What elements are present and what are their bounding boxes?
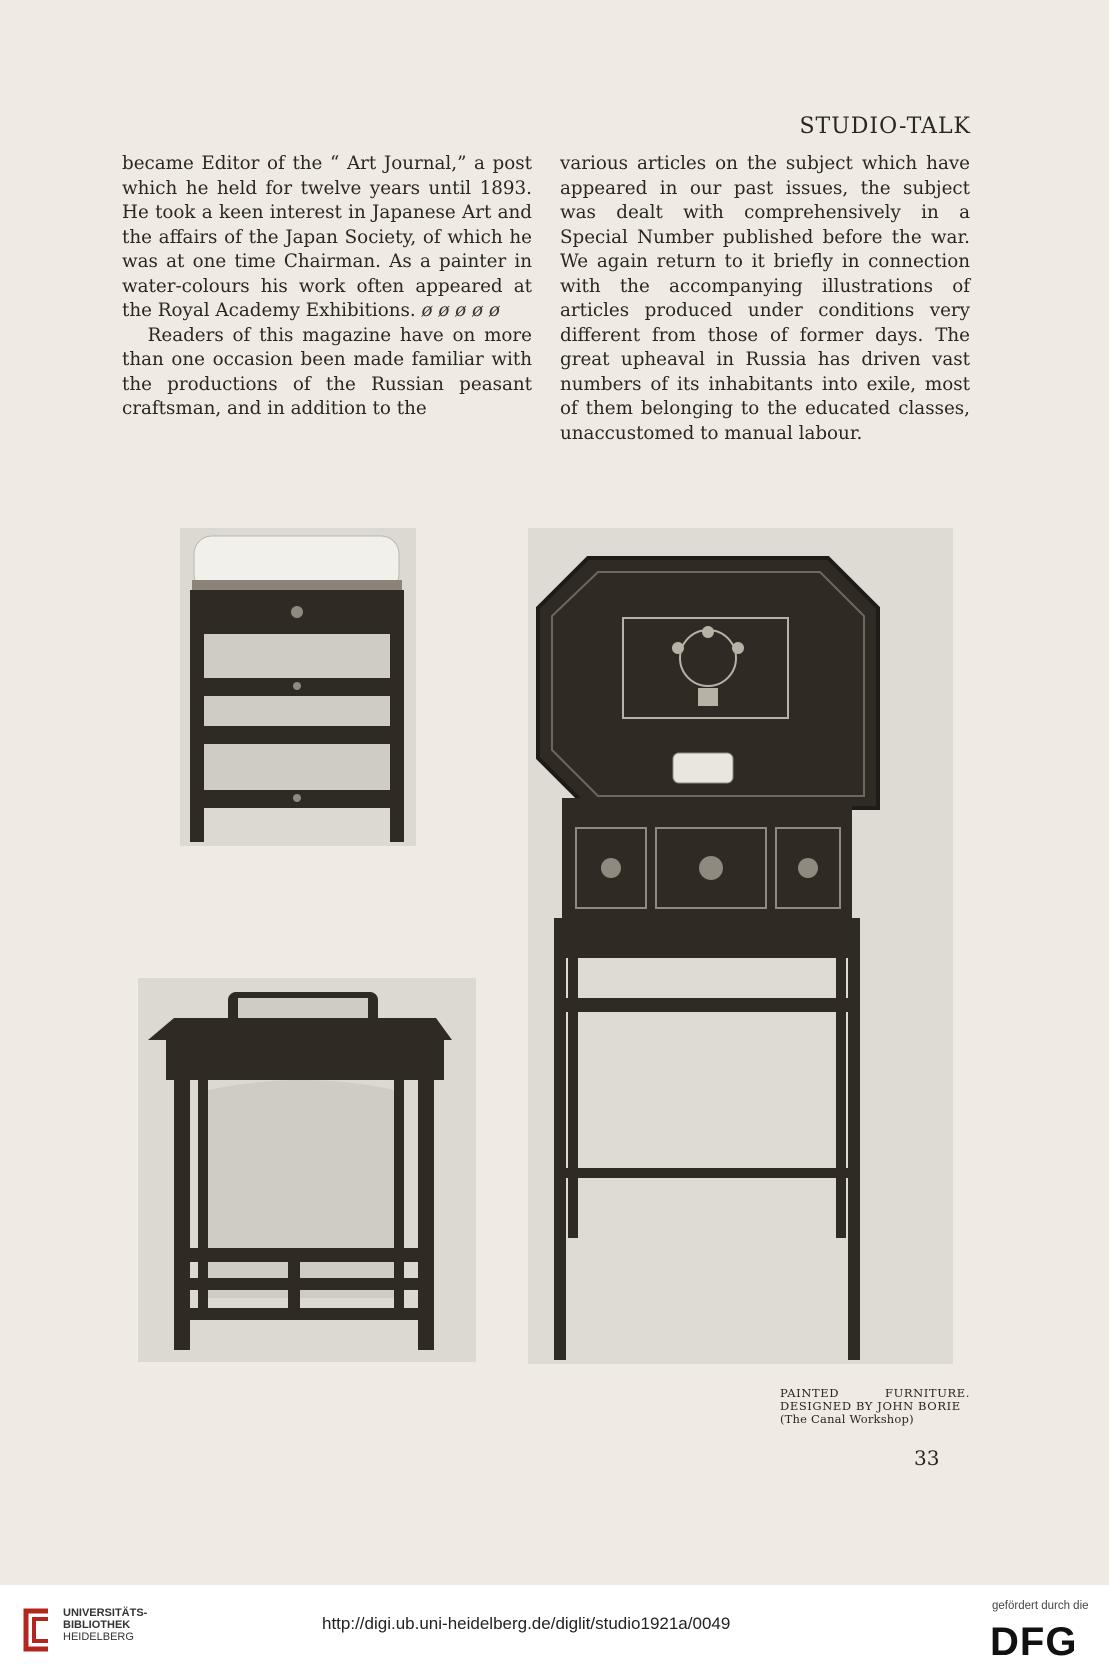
painted-table-illustration — [138, 978, 476, 1362]
paragraph-ornaments: ø ø ø ø ø — [421, 300, 500, 321]
source-url-link[interactable]: http://digi.ub.uni-heidelberg.de/diglit/studio1921a/0049 — [322, 1614, 731, 1633]
dfg-logo: DFG — [990, 1620, 1078, 1664]
painted-cabinet-illustration — [528, 528, 953, 1364]
running-header: STUDIO-TALK — [799, 114, 971, 139]
right-paragraph: various articles on the subject which have appeared in our past issues, the subject was dealt with comprehensively in a Special Number published before the war. We again return to it briefly in connection with the accompanying illustrations of articles produced under conditions very different from those of former days. The great upheaval in Russia has driven vast numbers of its inhabitants into exile, most of them belonging to the educated classes, unaccustomed to manual labour. — [560, 153, 970, 444]
table-photo — [138, 978, 476, 1362]
figure-caption — [780, 1387, 970, 1426]
cabinet-photo — [528, 528, 953, 1364]
painted-stool-illustration — [180, 528, 416, 846]
left-text-column — [122, 152, 532, 422]
page-number: 33 — [914, 1446, 940, 1470]
left-paragraph-1: became Editor of the “ Art Journal,” a post which he held for twelve years until 1893. He took a keen interest in Japanese Art and the affairs of the Japan Society, of which he was at one time Chairman. As a painter in water-colours his work often appeared at the Royal Academy Exhibitions. ø ø ø ø ø — [122, 153, 532, 321]
stool-photo — [180, 528, 416, 846]
funding-note: gefördert durch die — [992, 1600, 1089, 1612]
library-name: UNIVERSITÄTS- BIBLIOTHEK HEIDELBERG — [63, 1607, 148, 1643]
caption-credit: (The Canal Workshop) — [780, 1412, 914, 1426]
university-library-logo-icon — [18, 1605, 56, 1655]
caption-title: PAINTED FURNITURE. DESIGNED BY JOHN BORIE — [780, 1386, 970, 1413]
right-text-column — [560, 152, 970, 446]
left-paragraph-2: Readers of this magazine have on more than one occasion been made familiar with the productions of the Russian peasant craftsman, and in addition to the — [122, 324, 532, 419]
